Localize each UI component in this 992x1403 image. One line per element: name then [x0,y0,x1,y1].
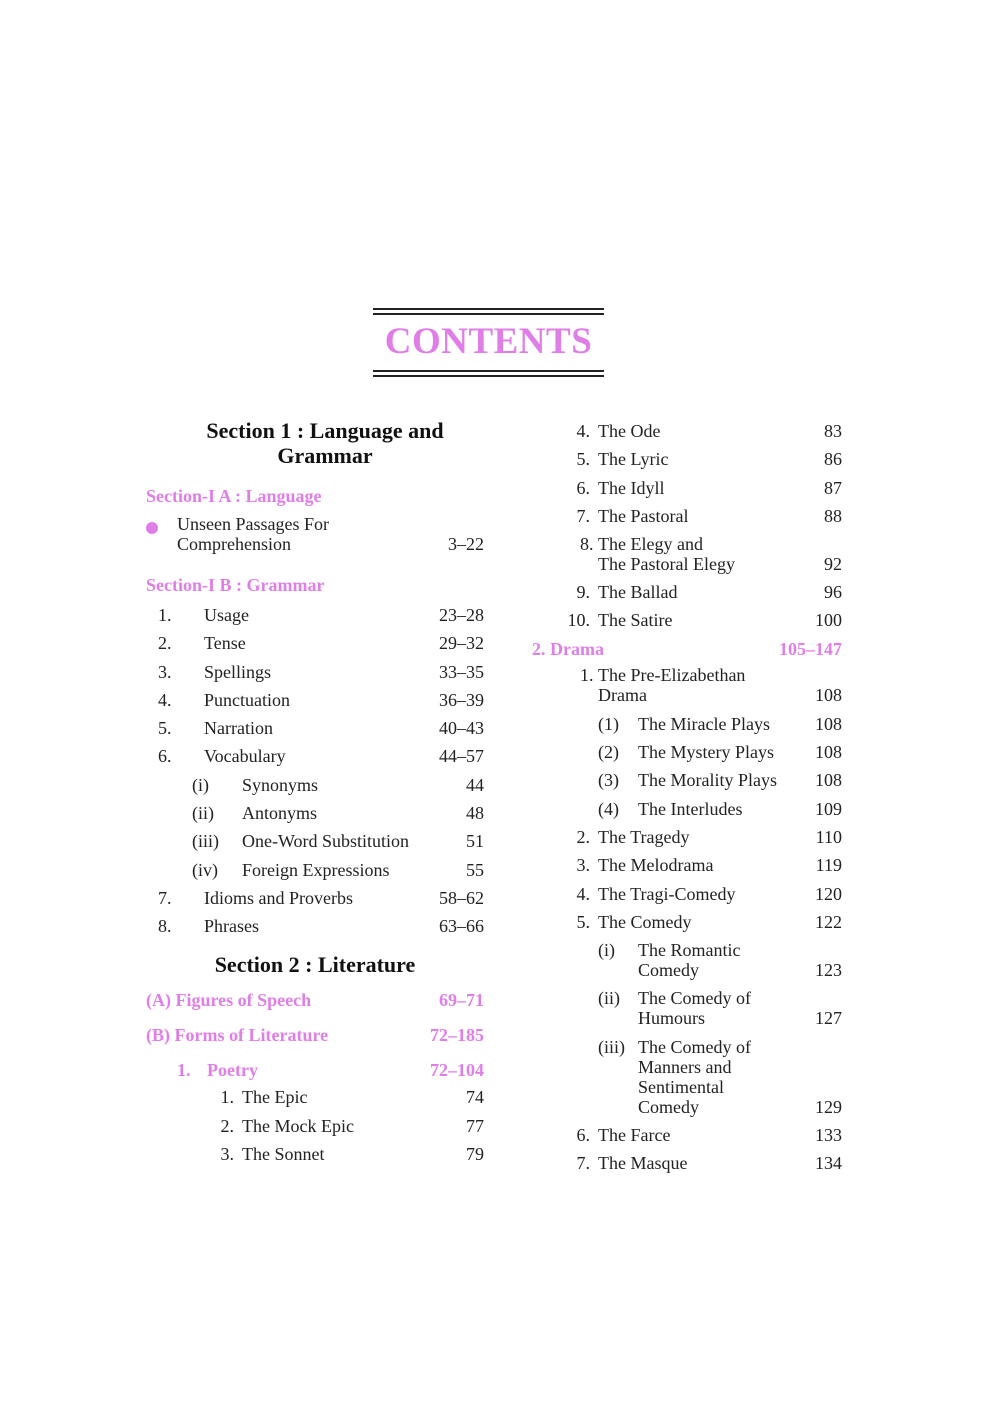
entry-label: Comedy [638,960,699,981]
entry-pages: 58–62 [439,887,484,908]
entry-pages: 36–39 [439,689,484,710]
drama-items-2 [532,1125,842,1173]
toc-entry [532,506,842,526]
title-rule-bottom-2 [373,375,604,377]
entry-number: 3. [220,1143,234,1164]
entry-pages: 108 [815,742,842,763]
entry-pages: 86 [824,449,842,470]
drama-items [532,827,842,932]
entry-line [638,1097,842,1117]
entry-number: 1. [220,1087,234,1108]
entry-number: 2. [220,1115,234,1136]
poetry-entry [146,1059,484,1081]
entry-pages: 88 [824,505,842,526]
entry-label: The Mystery Plays [638,742,774,763]
entry-label: The Comedy [598,911,692,932]
entry-pages: 108 [815,713,842,734]
entry-label: The Miracle Plays [638,713,770,734]
toc-entry [146,775,484,795]
entry-number: (iii) [192,831,219,852]
entry-pages: 23–28 [439,605,484,625]
toc-entry [146,1087,484,1107]
entry-label: The Melodrama [598,855,714,876]
poetry-items-right-2 [532,582,842,630]
entry-pages: 44–57 [439,746,484,767]
entry-number: 4. [158,689,172,710]
pre-eliz-num: 1. [580,665,594,686]
elegy-text [598,534,842,574]
drama-label: 2. Drama [532,639,604,660]
pre-eliz-line2-row [598,685,842,705]
toc-entry [532,449,842,469]
toc-entry [146,888,484,908]
entry-number: (iii) [598,1036,625,1057]
section1a-heading: Section-I A : Language [146,486,322,506]
figures-of-speech-entry [146,989,484,1011]
unseen-pages: 3–22 [448,534,484,554]
entry-number: 4. [576,421,590,441]
entry-text [638,988,842,1028]
entry-pages: 109 [815,798,842,819]
entry-number: 1. [158,605,172,625]
unseen-line2-row [177,534,484,554]
entry-label: The Satire [598,610,673,631]
entry-label: Foreign Expressions [242,859,390,880]
entry-pages: 96 [824,582,842,603]
entry-number: (1) [598,713,619,734]
grammar-list-2 [146,888,484,936]
toc-entry [532,582,842,602]
entry-label: Idioms and Proverbs [204,887,353,908]
toc-entry-multiline [532,988,842,1028]
section1-heading-line2: Grammar [277,443,373,468]
toc-entry [532,1153,842,1173]
unseen-line2: Comprehension [177,534,291,554]
entry-label: Synonyms [242,774,319,795]
entry-label: The Farce [598,1125,671,1146]
unseen-passages-entry [146,514,484,554]
poetry-label: Poetry [207,1060,258,1081]
entry-number: 9. [576,582,590,603]
forms-pages: 72–185 [430,1025,484,1046]
entry-pages: 48 [466,803,484,824]
entry-pages: 122 [815,911,842,932]
entry-number: 5. [158,718,172,739]
title-rule-top-1 [373,308,604,310]
entry-number: (iv) [192,859,218,880]
toc-entry [146,690,484,710]
entry-line: Sentimental [638,1076,724,1097]
unseen-passages-text [177,514,484,554]
toc-entry [146,1116,484,1136]
toc-entry [146,831,484,851]
entry-label: The Interludes [638,798,743,819]
toc-entry [146,746,484,766]
entry-pages: 110 [815,826,842,847]
section1b-heading: Section-I B : Grammar [146,575,325,595]
title-rule-bottom-1 [373,370,604,372]
entry-line [638,1008,842,1028]
entry-number: 3. [158,661,172,682]
entry-label: The Epic [242,1087,308,1108]
elegy-num-cell [532,534,598,574]
entry-label: Spellings [204,661,272,682]
toc-entry [146,605,484,625]
forms-label: (B) Forms of Literature [146,1025,329,1046]
entry-pages: 63–66 [439,916,484,937]
elegy-line2-row [598,554,842,574]
comedy-items [532,940,842,1117]
entry-number: 6. [576,1125,590,1146]
entry-label: Vocabulary [204,746,286,767]
poetry-pages: 72–104 [430,1060,484,1081]
pre-eliz-num-cell [532,665,598,705]
drama-pages: 105–147 [779,639,842,660]
entry-pages: 44 [466,774,484,795]
entry-number: (4) [598,798,619,819]
toc-entry-multiline [532,1037,842,1117]
entry-number: (i) [598,940,615,961]
right-column [532,418,842,1173]
entry-pages: 127 [815,1008,842,1029]
pre-eliz-line2: Drama [598,685,647,706]
entry-number: (ii) [192,803,214,824]
entry-number: 6. [576,477,590,498]
entry-label: Usage [204,605,249,625]
entry-pages: 40–43 [439,718,484,739]
elegy-num: 8. [580,533,594,554]
left-column [146,418,484,1164]
pre-eliz-pages: 108 [815,685,842,706]
entry-number: (2) [598,742,619,763]
entry-pages: 33–35 [439,661,484,682]
toc-entry [532,610,842,630]
entry-line: Manners and [638,1056,732,1077]
entry-pages: 29–32 [439,633,484,654]
section2-heading: Section 2 : Literature [214,952,416,978]
toc-entry [532,912,842,932]
vocabulary-list [146,775,484,880]
entry-label: The Tragi-Comedy [598,883,736,904]
pre-eliz-text [598,665,842,705]
toc-entry-multiline [532,940,842,980]
toc-entry [532,714,842,734]
bullet-icon [146,514,177,554]
entry-number: (i) [192,774,209,795]
entry-pages: 129 [815,1096,842,1117]
entry-label: Antonyms [242,803,318,824]
section1-heading [166,418,484,468]
toc-entry [532,421,842,441]
entry-number: 7. [576,1153,590,1174]
entry-text [638,1037,842,1117]
forms-of-literature-entry [146,1024,484,1046]
entry-label: Humours [638,1008,705,1029]
pre-eliz-line1: The Pre-Elizabethan [598,665,746,686]
entry-label: The Masque [598,1153,688,1174]
elegy-line1: The Elegy and [598,533,703,554]
entry-pages: 100 [815,610,842,631]
entry-label: One-Word Substitution [242,831,410,852]
entry-number: 2. [158,633,172,654]
entry-label: The Lyric [598,449,669,470]
pre-elizabethan-items [532,714,842,819]
entry-pages: 77 [466,1115,484,1136]
entry-label: Narration [204,718,273,739]
toc-entry [146,633,484,653]
elegy-line2: The Pastoral Elegy [598,553,735,574]
section1-heading-line1: Section 1 : Language and [206,418,444,443]
entry-number: 7. [158,887,172,908]
entry-pages: 83 [824,421,842,441]
toc-entry [532,770,842,790]
entry-number: 2. [576,826,590,847]
unseen-line1: Unseen Passages For [177,514,329,534]
entry-pages: 119 [815,855,842,876]
entry-label: Phrases [204,916,259,937]
toc-entry [146,718,484,738]
toc-entry [532,1125,842,1145]
entry-label: Tense [204,633,246,654]
drama-entry [532,638,842,660]
toc-entry [146,860,484,880]
entry-number: 10. [567,610,590,631]
entry-pages: 74 [466,1087,484,1108]
entry-label: Punctuation [204,689,290,710]
entry-pages: 87 [824,477,842,498]
entry-number: 3. [576,855,590,876]
page-title: CONTENTS [384,321,593,362]
entry-pages: 51 [466,831,484,852]
entry-number: 5. [576,449,590,470]
entry-number: 6. [158,746,172,767]
entry-label: Comedy [638,1096,699,1117]
toc-entry [146,916,484,936]
entry-label: The Idyll [598,477,665,498]
entry-text [638,940,842,980]
entry-label: The Mock Epic [242,1115,354,1136]
toc-entry [146,1144,484,1164]
poetry-num: 1. [177,1060,191,1081]
toc-entry [146,662,484,682]
toc-entry-pre-elizabethan [532,665,842,705]
entry-number: (3) [598,770,619,791]
toc-entry [146,803,484,823]
entry-label: The Pastoral [598,505,689,526]
toc-entry [532,884,842,904]
figures-label: (A) Figures of Speech [146,990,312,1011]
entry-pages: 133 [815,1125,842,1146]
poetry-items-left [146,1087,484,1164]
entry-line: The Comedy of [638,1036,751,1057]
toc-entry-elegy [532,534,842,574]
entry-pages: 134 [815,1153,842,1174]
toc-entry [532,478,842,498]
entry-label: The Ballad [598,582,678,603]
poetry-items-right [532,421,842,526]
entry-label: The Tragedy [598,826,690,847]
entry-number: 8. [158,916,172,937]
entry-pages: 55 [466,859,484,880]
toc-entry [532,827,842,847]
entry-number: 4. [576,883,590,904]
figures-pages: 69–71 [439,990,484,1011]
title-rule-top-2 [373,313,604,315]
entry-number: 7. [576,505,590,526]
entry-pages: 108 [815,770,842,791]
entry-pages: 79 [466,1143,484,1164]
grammar-list [146,605,484,766]
entry-label: The Morality Plays [638,770,777,791]
entry-pages: 123 [815,960,842,981]
toc-entry [532,799,842,819]
entry-line [638,960,842,980]
entry-line: The Romantic [638,940,741,961]
entry-pages: 120 [815,883,842,904]
entry-number: 5. [576,911,590,932]
toc-entry [532,742,842,762]
elegy-pages: 92 [824,553,842,574]
entry-number: (ii) [598,988,620,1009]
entry-label: The Sonnet [242,1143,325,1164]
entry-label: The Ode [598,421,661,441]
entry-line: The Comedy of [638,988,751,1009]
toc-entry [532,855,842,875]
